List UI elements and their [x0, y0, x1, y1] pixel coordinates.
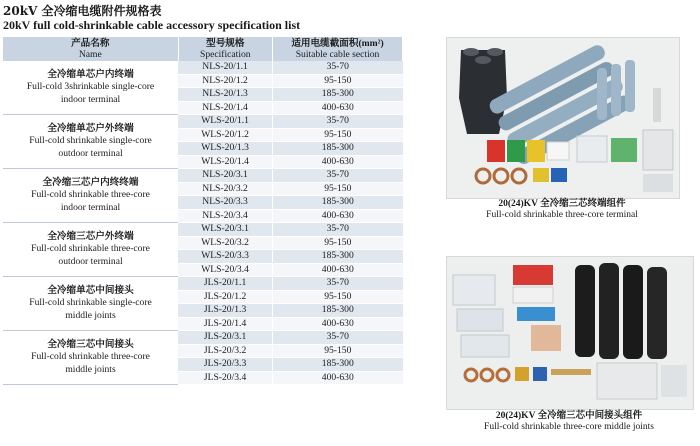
section-cell: 400-630 — [273, 317, 403, 331]
table-row — [3, 169, 403, 183]
joint-kit-illustration — [447, 257, 693, 409]
section-cell: 35-70 — [273, 169, 403, 183]
section-cell: 35-70 — [273, 61, 403, 74]
spec-cell: JLS-20/1.3 — [178, 304, 273, 318]
product-name-en: outdoor terminal — [58, 255, 123, 267]
section-cell: 400-630 — [273, 101, 403, 115]
product-name-en: Full-cold shrinkable three-core — [31, 351, 150, 363]
spec-cell: JLS-20/1.1 — [178, 277, 273, 291]
spec-cell: JLS-20/1.4 — [178, 317, 273, 331]
spec-cell: JLS-20/3.1 — [178, 331, 273, 345]
header-name-en: Name — [78, 49, 102, 60]
spec-cell: WLS-20/1.4 — [178, 155, 273, 169]
spec-cell: JLS-20/3.4 — [178, 371, 273, 385]
section-cell: 185-300 — [273, 88, 403, 102]
section-cell: 35-70 — [273, 331, 403, 345]
product-name-en: Full-cold shrinkable single-core — [29, 135, 152, 147]
product-name-cell — [3, 331, 178, 385]
spec-cell: WLS-20/3.3 — [178, 250, 273, 264]
product-name-cn: 全冷缩三芯户内终终端 — [42, 176, 139, 188]
section-cell: 185-300 — [273, 250, 403, 264]
table-row — [3, 331, 403, 345]
spec-cell: WLS-20/3.2 — [178, 236, 273, 250]
product-name-en: indoor terminal — [60, 201, 121, 213]
section-cell: 400-630 — [273, 371, 403, 385]
joint-kit-caption-cn: 20(24)KV 全冷缩三芯中间接头组件 — [495, 411, 643, 421]
section-cell: 35-70 — [273, 223, 403, 237]
header-spec — [178, 37, 273, 61]
product-name-cn: 全冷缩三芯中间接头 — [47, 338, 134, 350]
table-row — [3, 61, 403, 74]
header-name — [3, 37, 178, 61]
header-spec-en: Specification — [199, 49, 251, 60]
spec-cell: WLS-20/3.1 — [178, 223, 273, 237]
spec-cell: WLS-20/1.2 — [178, 128, 273, 142]
product-name-en: outdoor terminal — [58, 147, 123, 159]
spec-table-body — [3, 61, 403, 385]
section-cell: 95-150 — [273, 74, 403, 88]
product-name-en: middle joints — [65, 363, 116, 375]
terminal-kit-photo — [446, 37, 680, 199]
table-row — [3, 223, 403, 237]
terminal-kit-caption-en: Full-cold shrinkable three-core terminal — [486, 210, 638, 220]
spec-cell: WLS-20/1.1 — [178, 115, 273, 129]
joint-kit-caption — [446, 411, 692, 433]
spec-cell: JLS-20/1.2 — [178, 290, 273, 304]
section-cell: 95-150 — [273, 236, 403, 250]
terminal-kit-caption — [446, 199, 678, 221]
terminal-kit-illustration — [447, 38, 679, 198]
product-name-en: middle joints — [65, 309, 116, 321]
spec-cell: JLS-20/3.2 — [178, 344, 273, 358]
section-cell: 95-150 — [273, 182, 403, 196]
spec-cell: NLS-20/1.2 — [178, 74, 273, 88]
spec-cell: NLS-20/1.4 — [178, 101, 273, 115]
joint-kit-caption-en: Full-cold shrinkable three-core middle joints — [484, 422, 654, 432]
product-name-en: Full-cold shrinkable three-core — [31, 243, 150, 255]
product-name-en: Full-cold shrinkable three-core — [31, 189, 150, 201]
joint-kit-photo — [446, 256, 694, 410]
spec-cell: NLS-20/3.3 — [178, 196, 273, 210]
spec-cell: WLS-20/1.3 — [178, 142, 273, 156]
product-name-cn: 全冷缩单芯户内终端 — [47, 68, 134, 80]
product-name-en: indoor terminal — [60, 93, 121, 105]
section-cell: 185-300 — [273, 196, 403, 210]
section-cell: 185-300 — [273, 304, 403, 318]
section-cell: 400-630 — [273, 155, 403, 169]
product-name-cell — [3, 277, 178, 331]
product-name-en: Full-cold shrinkable single-core — [29, 297, 152, 309]
product-name-en: Full-cold 3shrinkable single-core — [26, 81, 155, 93]
header-section — [273, 37, 403, 61]
section-cell: 95-150 — [273, 344, 403, 358]
spec-cell: WLS-20/3.4 — [178, 263, 273, 277]
header-section-en: Suitable cable section — [295, 49, 380, 60]
section-cell: 400-630 — [273, 263, 403, 277]
header-name-cn: 产品名称 — [71, 38, 110, 49]
header-section-cn: 适用电缆截面积(mm²) — [291, 38, 384, 49]
spec-cell: NLS-20/1.1 — [178, 61, 273, 74]
header-spec-cn: 型号规格 — [206, 38, 245, 49]
section-cell: 185-300 — [273, 358, 403, 372]
table-row — [3, 277, 403, 291]
section-cell: 35-70 — [273, 115, 403, 129]
section-cell: 400-630 — [273, 209, 403, 223]
spec-cell: NLS-20/1.3 — [178, 88, 273, 102]
table-header-row — [3, 37, 403, 61]
section-cell: 185-300 — [273, 142, 403, 156]
spec-cell: JLS-20/3.3 — [178, 358, 273, 372]
spec-cell: NLS-20/3.4 — [178, 209, 273, 223]
section-cell: 95-150 — [273, 128, 403, 142]
page-title-en: 20kV full cold-shrinkable cable accessory specification list — [3, 18, 301, 32]
spec-cell: NLS-20/3.1 — [178, 169, 273, 183]
table-row — [3, 115, 403, 129]
terminal-kit-caption-cn: 20(24)KV 全冷缩三芯终端组件 — [498, 199, 626, 209]
section-cell: 35-70 — [273, 277, 403, 291]
product-name-cell — [3, 61, 178, 115]
product-name-cn: 全冷缩单芯户外终端 — [47, 122, 134, 134]
product-name-cell — [3, 223, 178, 277]
product-name-cell — [3, 169, 178, 223]
product-name-cn: 全冷缩三芯户外终端 — [47, 230, 134, 242]
spec-table — [3, 37, 403, 385]
product-name-cell — [3, 115, 178, 169]
section-cell: 95-150 — [273, 290, 403, 304]
product-name-cn: 全冷缩单芯中间接头 — [47, 284, 134, 296]
spec-cell: NLS-20/3.2 — [178, 182, 273, 196]
page-title-cn: 20kV 全冷缩电缆附件规格表 — [3, 4, 162, 18]
